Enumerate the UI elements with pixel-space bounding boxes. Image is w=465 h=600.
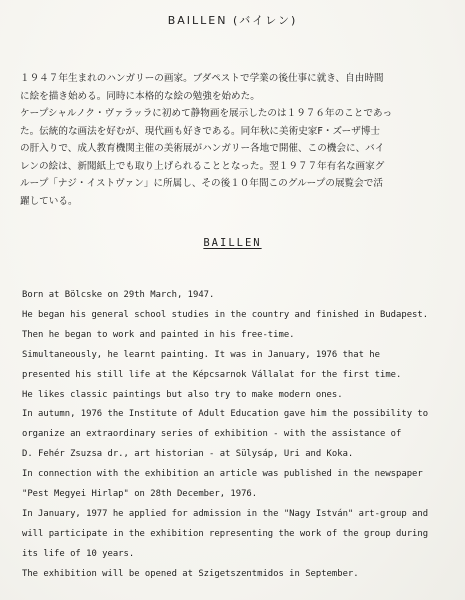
english-biography [22, 286, 447, 585]
english-line: will participate in the exhibition representing the work of the group during [22, 528, 429, 539]
english-line: "Pest Megyei Hirlap" on 28th December, 1976. [22, 489, 258, 500]
english-line: organize an extraordinary series of exhibition - with the assistance of [22, 429, 402, 440]
english-line: In autumn, 1976 the Institute of Adult Education gave him the possibility to [22, 409, 429, 420]
english-line: presented his still life at the Képcsarnok Vállalat for the first time. [22, 369, 402, 380]
japanese-line: １９４７年生まれのハンガリーの画家。ブダペストで学業の後仕事に就き、自由時間 [20, 73, 384, 84]
japanese-line: 躍している。 [20, 195, 78, 207]
japanese-line: た。伝統的な画法を好むが、現代画も好きである。同年秋に美術史家F・ズーザ博士 [20, 125, 381, 137]
english-line: Born at Bölcske on 29th March, 1947. [22, 290, 215, 300]
japanese-title: BAILLEN (バイレン) [167, 14, 298, 27]
english-line: Simultaneously, he learnt painting. It was in January, 1976 that he [22, 349, 380, 360]
english-title-text: BAILLEN [203, 237, 262, 249]
japanese-line: の肝入りで、成人教育機関主催の美術展がハンガリー各地で開催、この機会に、バイ [20, 143, 385, 154]
english-line: Then he began to work and painted in his free-time. [22, 329, 295, 340]
japanese-line: ケープシャルノク・ヴァラッラに初めて静物画を展示したのは１９７６年のことであっ [20, 108, 393, 119]
japanese-line: ループ「ナジ・イストヴァン」に所属し、その後１０年間このグループの展覧会で活 [20, 178, 383, 189]
english-line: He began his general school studies in the country and finished in Budapest. [22, 309, 429, 320]
english-line: He likes classic paintings but also try to make modern ones. [22, 389, 343, 400]
english-line: The exhibition will be opened at Szigetszentmidos in September. [22, 568, 359, 579]
english-line: In January, 1977 he applied for admission in the "Nagy István" art-group and [22, 508, 429, 519]
japanese-line: に絵を描き始める。同時に本格的な絵の勉強を始めた。 [20, 90, 260, 102]
english-line: In connection with the exhibition an article was published in the newspaper [22, 469, 423, 480]
japanese-biography [20, 70, 450, 210]
japanese-line: レンの絵は、新聞紙上でも取り上げられることとなった。翌１９７７年有名な画家グ [20, 160, 385, 172]
english-line: D. Fehér Zsuzsa dr., art historian - at Sülysáp, Uri and Koka. [22, 449, 354, 460]
english-title [0, 237, 465, 249]
english-line: its life of 10 years. [22, 548, 135, 559]
